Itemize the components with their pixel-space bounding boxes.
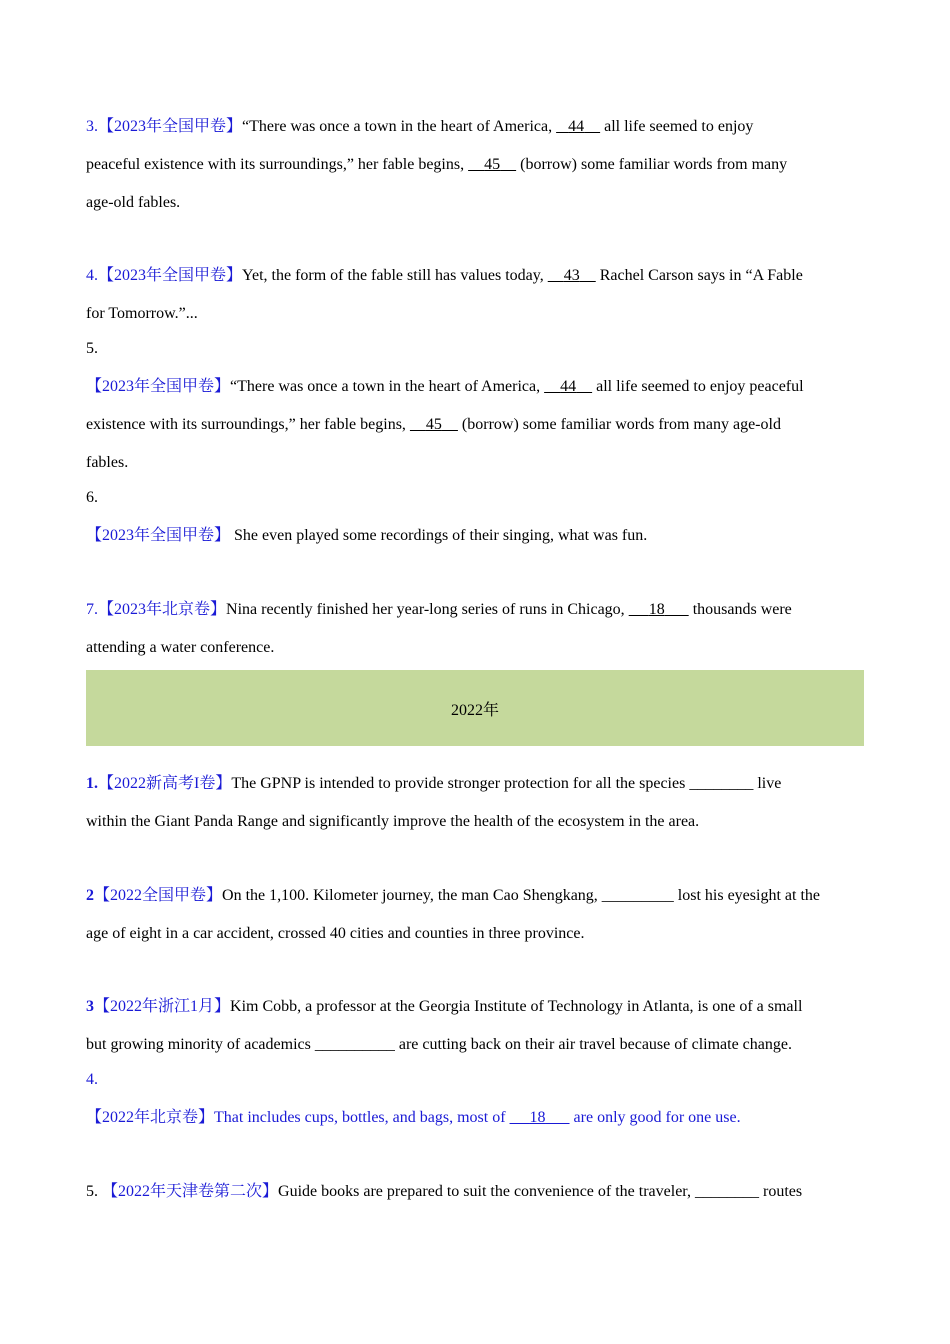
question-text: Rachel Carson says in “A Fable xyxy=(595,267,803,284)
question-text: peaceful existence with its surroundings,” her fable begins, xyxy=(86,156,469,173)
question-text: Yet, the form of the fable still has values today, xyxy=(242,267,548,284)
q4-2023-line-2: for Tomorrow.”... xyxy=(86,305,198,322)
q6-2023-number: 6. xyxy=(86,489,98,506)
question-text: existence with its surroundings,” her fable begins, xyxy=(86,416,410,433)
source-tag: 【2022年北京卷】 xyxy=(86,1109,215,1126)
q5-2023-line-3: fables. xyxy=(86,454,129,471)
source-tag: 【2022全国甲卷】 xyxy=(94,887,223,904)
source-tag: 【2023年全国甲卷】 xyxy=(98,118,243,135)
question-number: 7. xyxy=(86,601,98,618)
q2-2022-line-1 xyxy=(86,886,820,906)
blank-43: 43 xyxy=(563,267,580,284)
question-text: That includes cups, bottles, and bags, most of xyxy=(214,1109,510,1126)
q3-2022-line-2: but growing minority of academics __________ are cutting back on their air travel because of climate change. xyxy=(86,1036,792,1053)
blank-18: 18 xyxy=(648,601,665,618)
question-number: 5. xyxy=(86,1183,98,1200)
question-text: “There was once a town in the heart of America, xyxy=(242,118,557,135)
question-text: are only good for one use. xyxy=(569,1109,741,1126)
question-text: thousands were xyxy=(688,601,792,618)
q1-2022-line-2: within the Giant Panda Range and significantly improve the health of the ecosystem in the area. xyxy=(86,813,700,830)
source-tag: 【2023年全国甲卷】 xyxy=(98,267,243,284)
source-tag: 【2023年全国甲卷】 xyxy=(86,378,231,395)
question-text: all life seemed to enjoy peaceful xyxy=(592,378,804,395)
question-number: 3. xyxy=(86,118,98,135)
question-text: (borrow) some familiar words from many xyxy=(516,156,788,173)
question-number: 2 xyxy=(86,887,94,904)
q5-2023-number: 5. xyxy=(86,340,98,357)
question-number: 1. xyxy=(86,775,98,792)
q7-2023-line-1 xyxy=(86,600,792,620)
q2-2022-line-2: age of eight in a car accident, crossed 40 cities and counties in three province. xyxy=(86,925,585,942)
q7-2023-line-2: attending a water conference. xyxy=(86,639,275,656)
q5-2023-line-1 xyxy=(86,377,804,397)
question-text: Kim Cobb, a professor at the Georgia Institute of Technology in Atlanta, is one of a small xyxy=(230,998,803,1015)
blank-44: 44 xyxy=(560,378,577,395)
q3-2022-line-1 xyxy=(86,997,802,1017)
question-text: (borrow) some familiar words from many age-old xyxy=(457,416,781,433)
q4-2022-line-1 xyxy=(86,1108,741,1128)
blank-18: 18 xyxy=(529,1109,546,1126)
question-text: On the 1,100. Kilometer journey, the man Cao Shengkang, _________ lost his eyesight at the xyxy=(222,887,820,904)
q4-2023-line-1 xyxy=(86,266,803,286)
q3-2023-line-2 xyxy=(86,155,787,175)
q5-2022-line-1 xyxy=(86,1182,802,1202)
q3-2023-line-1 xyxy=(86,117,753,137)
question-text: The GPNP is intended to provide stronger protection for all the species ________ live xyxy=(231,775,782,792)
source-tag: 【2023年北京卷】 xyxy=(98,601,227,618)
year-heading: 2022年 xyxy=(450,701,499,719)
question-number: 4. xyxy=(86,267,98,284)
question-text: She even played some recordings of their singing, what was fun. xyxy=(230,527,648,544)
blank-44: 44 xyxy=(568,118,585,135)
q5-2023-line-2 xyxy=(86,415,781,435)
source-tag: 【2022年天津卷第二次】 xyxy=(102,1183,279,1200)
source-tag: 【2023年全国甲卷】 xyxy=(86,527,231,544)
q4-2022-number: 4. xyxy=(86,1071,98,1088)
question-text: Nina recently finished her year-long series of runs in Chicago, xyxy=(226,601,629,618)
question-text: all life seemed to enjoy xyxy=(600,118,754,135)
q6-2023-line-1 xyxy=(86,526,647,546)
year-section-band xyxy=(86,670,864,746)
source-tag: 【2022新高考I卷】 xyxy=(98,775,232,792)
question-text: “There was once a town in the heart of America, xyxy=(230,378,545,395)
q1-2022-line-1 xyxy=(86,774,781,794)
question-number: 3 xyxy=(86,998,94,1015)
blank-45: 45 xyxy=(484,156,501,173)
question-text: Guide books are prepared to suit the convenience of the traveler, ________ routes xyxy=(278,1183,803,1200)
source-tag: 【2022年浙江1月】 xyxy=(94,998,231,1015)
q3-2023-line-3: age-old fables. xyxy=(86,194,181,211)
blank-45: 45 xyxy=(425,416,442,433)
